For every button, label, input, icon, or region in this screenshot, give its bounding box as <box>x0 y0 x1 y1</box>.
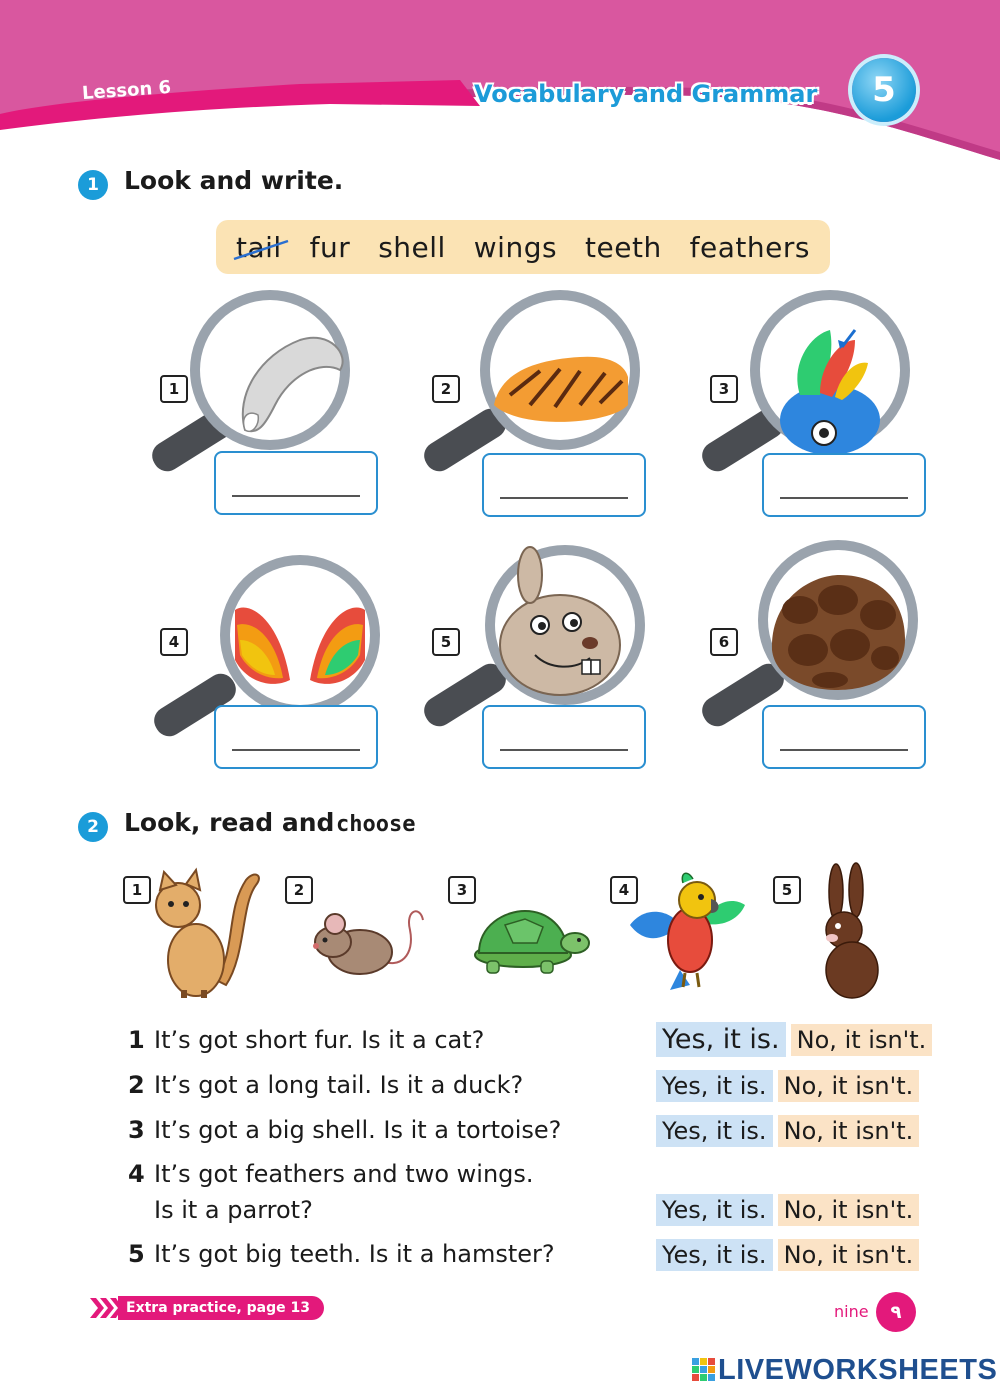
item-number: 5 <box>432 628 460 656</box>
answer-line <box>232 749 360 751</box>
answer-box-4[interactable] <box>214 705 378 769</box>
choice-row-1 <box>656 1024 932 1055</box>
question-number: 4 <box>128 1160 145 1188</box>
question-text: It’s got a big shell. Is it a tortoise? <box>154 1116 562 1144</box>
item-number: 2 <box>432 375 460 403</box>
picture-number: 3 <box>448 876 476 904</box>
word-bank-item: fur <box>309 230 351 264</box>
question-number: 5 <box>128 1240 145 1268</box>
word-bank-item: teeth <box>585 230 662 264</box>
choice-row-2 <box>656 1072 919 1100</box>
yes-option[interactable]: Yes, it is. <box>656 1070 773 1102</box>
word-bank-item: wings <box>473 230 558 264</box>
strikethrough-mark <box>232 237 292 263</box>
question-number: 3 <box>128 1116 145 1144</box>
question-4 <box>128 1160 534 1188</box>
exercise-item-2 <box>410 285 660 525</box>
picture-number: 4 <box>610 876 638 904</box>
no-option[interactable]: No, it isn't. <box>778 1115 920 1147</box>
mouse-icon <box>305 900 435 985</box>
page-number-word: nine <box>834 1302 869 1321</box>
question-1 <box>128 1026 484 1054</box>
yes-option[interactable]: Yes, it is. <box>656 1194 773 1226</box>
tortoise-icon <box>465 905 590 980</box>
question-number: 1 <box>128 1026 145 1054</box>
section2-number: 2 <box>78 812 108 842</box>
exercise-item-3 <box>690 285 940 525</box>
section2-title-choose: choose <box>336 812 416 837</box>
no-option[interactable]: No, it isn't. <box>778 1070 920 1102</box>
cat-icon <box>146 860 266 1000</box>
question-number: 2 <box>128 1071 145 1099</box>
word-bank-item: feathers <box>689 230 810 264</box>
exercise-item-4 <box>140 540 390 780</box>
word-bank-item: shell <box>378 230 446 264</box>
yes-option[interactable]: Yes, it is. <box>656 1022 786 1057</box>
answer-box-3[interactable] <box>762 453 926 517</box>
exercise-item-1 <box>140 285 390 525</box>
answer-line <box>780 497 908 499</box>
picture-number: 5 <box>773 876 801 904</box>
section2-title: Look, read and <box>124 808 335 837</box>
word-bank-item: tail <box>236 231 282 264</box>
exercise-item-5 <box>410 540 660 780</box>
choice-row-5 <box>656 1241 919 1269</box>
parrot-icon <box>625 865 750 995</box>
answer-box-2[interactable] <box>482 453 646 517</box>
question-4-line2: Is it a parrot? <box>154 1196 313 1224</box>
brand-label: LIVEWORKSHEETS <box>718 1354 998 1386</box>
liveworksheets-logo-icon <box>692 1358 716 1382</box>
no-option[interactable]: No, it isn't. <box>778 1194 920 1226</box>
answer-box-1[interactable] <box>214 451 378 515</box>
lesson-label: Lesson 6 <box>81 76 172 105</box>
item-number: 4 <box>160 628 188 656</box>
yes-option[interactable]: Yes, it is. <box>656 1115 773 1147</box>
section1-title: Look and write. <box>124 166 344 195</box>
yes-option[interactable]: Yes, it is. <box>656 1239 773 1271</box>
question-text: It’s got a long tail. Is it a duck? <box>154 1071 524 1099</box>
answer-line <box>500 497 628 499</box>
exercise-item-6 <box>690 540 940 780</box>
choice-row-4 <box>656 1196 919 1224</box>
answer-box-5[interactable] <box>482 705 646 769</box>
page-number: ٩ <box>876 1292 916 1332</box>
question-text: It’s got short fur. Is it a cat? <box>154 1026 485 1054</box>
page-title: Vocabulary and Grammar <box>474 80 818 108</box>
item-number: 1 <box>160 375 188 403</box>
no-option[interactable]: No, it isn't. <box>791 1024 933 1056</box>
question-text: It’s got big teeth. Is it a hamster? <box>154 1240 555 1268</box>
answer-line <box>780 749 908 751</box>
unit-badge: 5 <box>852 58 916 122</box>
section1-number: 1 <box>78 170 108 200</box>
question-2 <box>128 1071 523 1099</box>
question-5 <box>128 1240 555 1268</box>
rabbit-icon <box>812 862 882 1000</box>
choice-row-3 <box>656 1117 919 1145</box>
item-number: 6 <box>710 628 738 656</box>
no-option[interactable]: No, it isn't. <box>778 1239 920 1271</box>
answer-line <box>232 495 360 497</box>
item-number: 3 <box>710 375 738 403</box>
picture-number: 2 <box>285 876 313 904</box>
word-bank <box>216 220 830 274</box>
answer-box-6[interactable] <box>762 705 926 769</box>
chevrons-icon <box>88 1296 122 1320</box>
question-3 <box>128 1116 561 1144</box>
picture-number: 1 <box>123 876 151 904</box>
extra-practice-label: Extra practice, page 13 <box>118 1296 324 1320</box>
answer-line <box>500 749 628 751</box>
question-text: It’s got feathers and two wings. <box>154 1160 534 1188</box>
